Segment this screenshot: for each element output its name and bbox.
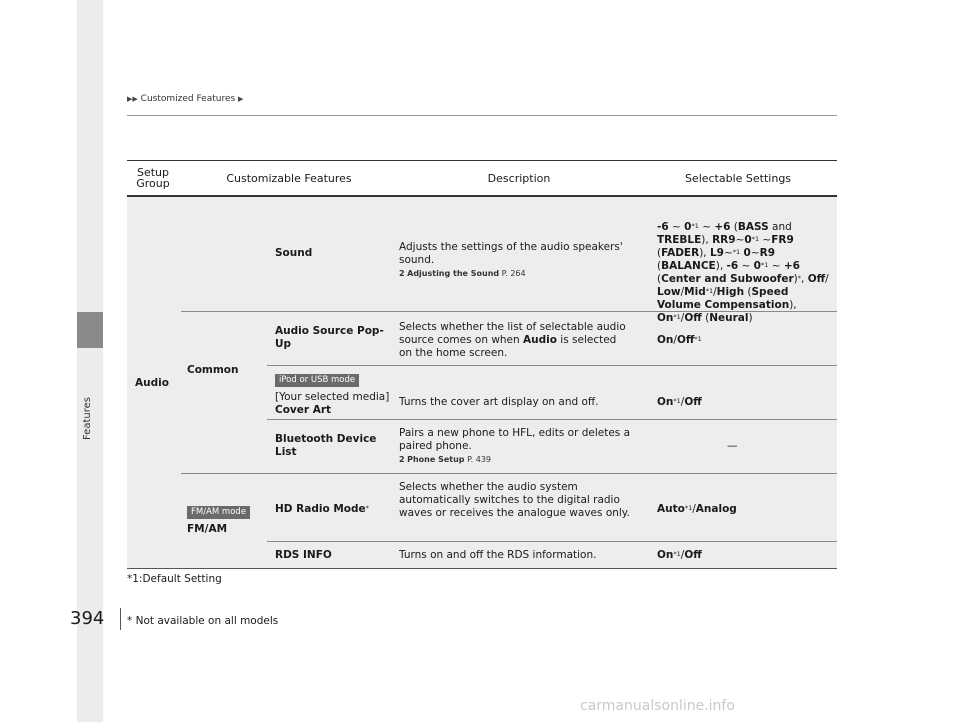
feature-hd-radio-mode: HD Radio Mode* — [275, 503, 369, 515]
table-body — [127, 197, 837, 569]
header-selectable-settings: Selectable Settings — [684, 171, 792, 185]
page-number: 394 — [70, 608, 105, 629]
chevron-right-icon: ▶ — [238, 95, 244, 103]
description-hd-radio-mode: Selects whether the audio system automatically switches to the digital radio waves or receives the analogue waves only. — [399, 481, 630, 519]
reference-link[interactable]: 2 Phone Setup P. 439 — [399, 455, 492, 464]
default-setting-footnote: *1:Default Setting — [127, 573, 222, 585]
ipod-usb-mode-badge: iPod or USB mode — [275, 373, 359, 387]
feature-rds-info: RDS INFO — [275, 549, 332, 561]
description-bluetooth-device-list: Pairs a new phone to HFL, edits or deletes a paired phone. 2 Phone Setup P. 439 — [399, 427, 631, 464]
settings-audio-source-popup: On/Off$^{*1}$ — [657, 334, 702, 346]
breadcrumb — [127, 94, 243, 104]
description-cover-art: Turns the cover art display on and off. — [399, 396, 599, 408]
reference-link[interactable]: 2 Adjusting the Sound P. 264 — [399, 269, 526, 278]
row-divider — [267, 419, 837, 420]
feature-audio-source-popup: Audio Source Pop-Up — [275, 325, 384, 350]
availability-note: * Not available on all models — [127, 615, 279, 627]
header-setup-group: Setup Group — [136, 166, 170, 190]
settings-rds-info: On$^{*1}$/Off — [657, 549, 702, 561]
fmam-mode-badge: FM/AM mode — [187, 505, 250, 519]
description-sound: Adjusts the settings of the audio speakers' sound. 2 Adjusting the Sound P. 264 — [399, 241, 623, 278]
settings-bluetooth-device-list: — — [727, 440, 738, 452]
breadcrumb-section[interactable]: Customized Features — [140, 94, 236, 104]
subgroup-common: Common — [187, 364, 239, 376]
watermark: carmanualsonline.info — [580, 698, 735, 714]
header-rule — [127, 115, 837, 116]
reference-arrow-icon: 2 — [399, 455, 405, 464]
row-divider — [181, 473, 837, 474]
settings-sound: -6 ~ 0$^{*1}$ ~ +6 (BASS and TREBLE), RR9~0$^{*1}$ ~FR9 (FADER), L9~$^{*1}$ 0~R9 (BALANCE), -6 ~ 0$^{*1}$ ~ +6 (Center and Subwoofer)*, Off/ Low/Mid$^{*1}$/High (Speed Volume Compensation), On$^{*1}$/Off (Neural) — [657, 221, 829, 324]
header-description: Description — [487, 171, 551, 185]
description-rds-info: Turns on and off the RDS information. — [399, 549, 597, 561]
reference-arrow-icon: 2 — [399, 269, 405, 278]
group-audio: Audio — [135, 377, 169, 389]
table-header — [127, 160, 837, 197]
chevron-right-icon: ▶▶ — [127, 95, 138, 103]
header-customizable-features: Customizable Features — [226, 171, 352, 185]
subgroup-fmam: FM/AM — [187, 523, 228, 535]
settings-cover-art: On$^{*1}$/Off — [657, 396, 702, 408]
description-audio-source-popup: Selects whether the list of selectable audio source comes on when Audio is selected on the home screen. — [399, 321, 626, 359]
feature-sound: Sound — [275, 247, 313, 259]
feature-cover-art: [Your selected media] Cover Art — [275, 391, 390, 416]
side-tab-label: Features — [82, 397, 93, 440]
divider — [120, 608, 121, 630]
side-tab-marker — [77, 312, 103, 348]
feature-bluetooth-device-list: Bluetooth Device List — [275, 433, 377, 458]
row-divider — [267, 365, 837, 366]
row-divider — [267, 541, 837, 542]
settings-hd-radio-mode: Auto$^{*1}$/Analog — [657, 503, 737, 515]
settings-table — [127, 160, 837, 569]
